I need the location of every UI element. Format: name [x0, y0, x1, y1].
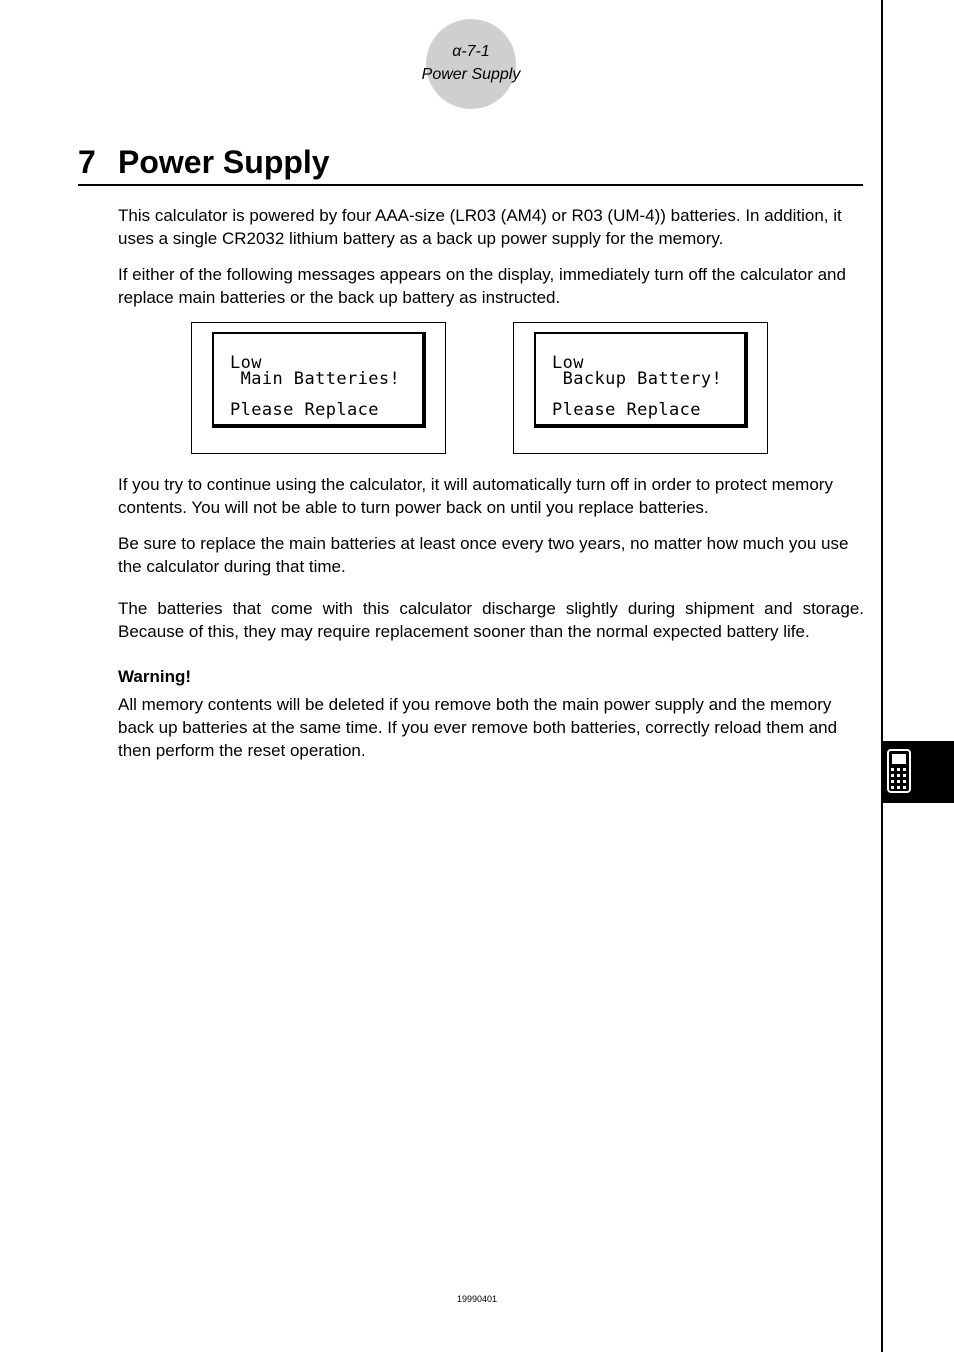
warning-text: All memory contents will be deleted if you remove both the main power supply and the memory back up batteries at the same time. If you ever remove both batteries, correctly reload them and then perform the reset operation. [118, 695, 838, 760]
auto-off-paragraph: If you try to continue using the calculator, it will automatically turn off in order to protect memory contents. You will not be able to turn power back on until you replace batteries. [118, 475, 833, 517]
chapter-number: 7 [78, 144, 96, 180]
lcd-panel [212, 332, 426, 428]
shipment-discharge-paragraph: The batteries that come with this calculator discharge slightly during shipment and storage. Because of this, they may require replacement sooner than the normal expected battery life. [118, 599, 864, 641]
lcd-panel [534, 332, 748, 428]
lcd-line-3: Please Replace [552, 400, 701, 420]
margin-rule [881, 0, 883, 1352]
lcd-line-2: Backup Battery! [552, 369, 723, 389]
page-reference: α-7-1 [452, 43, 490, 60]
replacement-interval-paragraph: Be sure to replace the main batteries at least once every two years, no matter how much you use the calculator during that time. [118, 534, 849, 576]
running-header [400, 40, 542, 86]
intro-paragraph: This calculator is powered by four AAA-size (LR03 (AM4) or R03 (UM-4)) batteries. In addition, it uses a single CR2032 lithium battery as a back up power supply for the memory. [118, 206, 842, 248]
display-screen-main-batteries [191, 322, 446, 454]
footer-code: 19990401 [456, 1294, 498, 1304]
instruction-paragraph: If either of the following messages appears on the display, immediately turn off the calculator and replace main batteries or the back up battery as instructed. [118, 265, 846, 307]
chapter-side-tab [883, 741, 954, 803]
warning-heading: Warning! [118, 667, 192, 686]
display-screen-backup-battery [513, 322, 768, 454]
lcd-line-1: Low [230, 353, 262, 373]
lcd-line-1: Low [552, 353, 584, 373]
section-name: Power Supply [421, 66, 521, 83]
lcd-line-2: Main Batteries! [230, 369, 401, 389]
chapter-title-text: Power Supply [118, 144, 330, 180]
calculator-icon [887, 749, 911, 793]
lcd-line-3: Please Replace [230, 400, 379, 420]
chapter-title [78, 142, 863, 186]
